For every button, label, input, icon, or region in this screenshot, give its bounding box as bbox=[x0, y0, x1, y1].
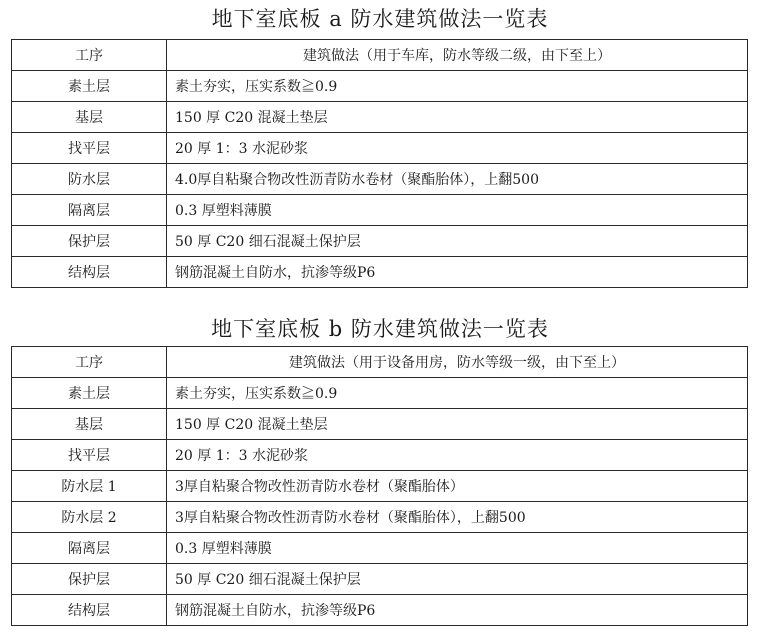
process-cell: 防水层 1 bbox=[12, 471, 167, 502]
table-row bbox=[12, 164, 748, 195]
process-cell: 找平层 bbox=[12, 133, 167, 164]
table-a-title: 地下室底板 a 防水建筑做法一览表 bbox=[211, 7, 549, 31]
table-a-header-row bbox=[12, 40, 748, 71]
table-b-title: 地下室底板 b 防水建筑做法一览表 bbox=[211, 317, 549, 341]
table-row bbox=[12, 471, 748, 502]
process-cell: 素土层 bbox=[12, 71, 167, 102]
process-cell: 保护层 bbox=[12, 564, 167, 595]
process-cell: 隔离层 bbox=[12, 195, 167, 226]
method-cell: 150 厚 C20 混凝土垫层 bbox=[167, 102, 748, 133]
method-cell: 钢筋混凝土自防水，抗渗等级P6 bbox=[167, 257, 748, 288]
header-method: 建筑做法（用于车库，防水等级二级，由下至上） bbox=[167, 40, 748, 71]
process-cell: 素土层 bbox=[12, 378, 167, 409]
process-cell: 基层 bbox=[12, 102, 167, 133]
method-cell: 20 厚 1：3 水泥砂浆 bbox=[167, 133, 748, 164]
table-row bbox=[12, 409, 748, 440]
method-cell: 20 厚 1：3 水泥砂浆 bbox=[167, 440, 748, 471]
table-row bbox=[12, 378, 748, 409]
header-process: 工序 bbox=[12, 347, 167, 378]
table-row bbox=[12, 257, 748, 288]
method-cell: 50 厚 C20 细石混凝土保护层 bbox=[167, 226, 748, 257]
table-row bbox=[12, 440, 748, 471]
process-cell: 结构层 bbox=[12, 257, 167, 288]
table-row bbox=[12, 502, 748, 533]
process-cell: 结构层 bbox=[12, 595, 167, 626]
table-row bbox=[12, 595, 748, 626]
method-cell: 3厚自粘聚合物改性沥青防水卷材（聚酯胎体），上翻500 bbox=[167, 502, 748, 533]
method-cell: 0.3 厚塑料薄膜 bbox=[167, 195, 748, 226]
method-cell: 素土夯实，压实系数≧0.9 bbox=[167, 378, 748, 409]
table-b-header-row bbox=[12, 347, 748, 378]
process-cell: 保护层 bbox=[12, 226, 167, 257]
process-cell: 找平层 bbox=[12, 440, 167, 471]
table-row bbox=[12, 71, 748, 102]
table-row bbox=[12, 226, 748, 257]
process-cell: 防水层 2 bbox=[12, 502, 167, 533]
table-row bbox=[12, 102, 748, 133]
method-cell: 素土夯实，压实系数≧0.9 bbox=[167, 71, 748, 102]
process-cell: 基层 bbox=[12, 409, 167, 440]
method-cell: 4.0厚自粘聚合物改性沥青防水卷材（聚酯胎体），上翻500 bbox=[167, 164, 748, 195]
method-cell: 0.3 厚塑料薄膜 bbox=[167, 533, 748, 564]
table-b bbox=[11, 346, 748, 626]
table-row bbox=[12, 195, 748, 226]
table-row bbox=[12, 564, 748, 595]
header-method: 建筑做法（用于设备用房，防水等级一级，由下至上） bbox=[167, 347, 748, 378]
process-cell: 防水层 bbox=[12, 164, 167, 195]
process-cell: 隔离层 bbox=[12, 533, 167, 564]
table-row bbox=[12, 533, 748, 564]
header-process: 工序 bbox=[12, 40, 167, 71]
method-cell: 150 厚 C20 混凝土垫层 bbox=[167, 409, 748, 440]
table-row bbox=[12, 133, 748, 164]
method-cell: 50 厚 C20 细石混凝土保护层 bbox=[167, 564, 748, 595]
method-cell: 3厚自粘聚合物改性沥青防水卷材（聚酯胎体） bbox=[167, 471, 748, 502]
method-cell: 钢筋混凝土自防水，抗渗等级P6 bbox=[167, 595, 748, 626]
table-a bbox=[11, 39, 748, 288]
